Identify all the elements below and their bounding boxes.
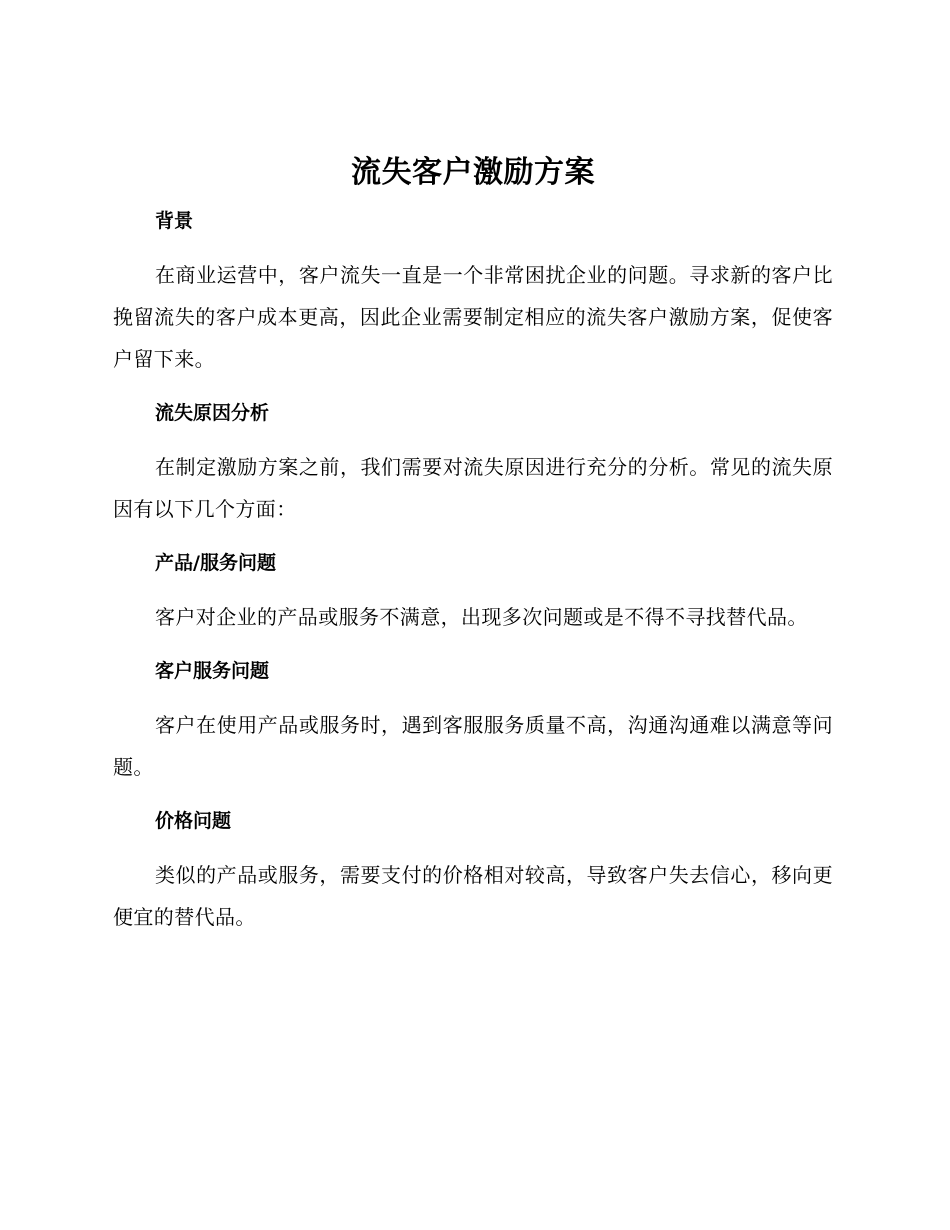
section-heading: 产品/服务问题 <box>155 552 276 574</box>
document-title: 流失客户激励方案 <box>351 155 595 190</box>
section-heading: 客户服务问题 <box>155 660 270 682</box>
section-churn-analysis <box>113 396 833 530</box>
section-paragraph: 在制定激励方案之前，我们需要对流失原因进行充分的分析。常见的流失原因有以下几个方面： <box>113 455 833 521</box>
section-paragraph: 客户在使用产品或服务时，遇到客服服务质量不高，沟通沟通难以满意等问题。 <box>113 713 833 779</box>
section-heading: 价格问题 <box>155 810 232 832</box>
section-background <box>113 204 833 380</box>
section-paragraph: 客户对企业的产品或服务不满意，出现多次问题或是不得不寻找替代品。 <box>155 605 808 629</box>
section-price-issues <box>113 804 833 938</box>
section-heading: 背景 <box>155 210 194 232</box>
section-customer-service-issues <box>113 654 833 788</box>
section-paragraph: 类似的产品或服务，需要支付的价格相对较高，导致客户失去信心，移向更便宜的替代品。 <box>113 863 833 929</box>
section-product-service-issues <box>113 546 833 638</box>
section-paragraph: 在商业运营中，客户流失一直是一个非常困扰企业的问题。寻求新的客户比挽留流失的客户成本更高，因此企业需要制定相应的流失客户激励方案，促使客户留下来。 <box>113 263 833 371</box>
section-heading: 流失原因分析 <box>155 402 270 424</box>
document-content <box>113 148 833 938</box>
